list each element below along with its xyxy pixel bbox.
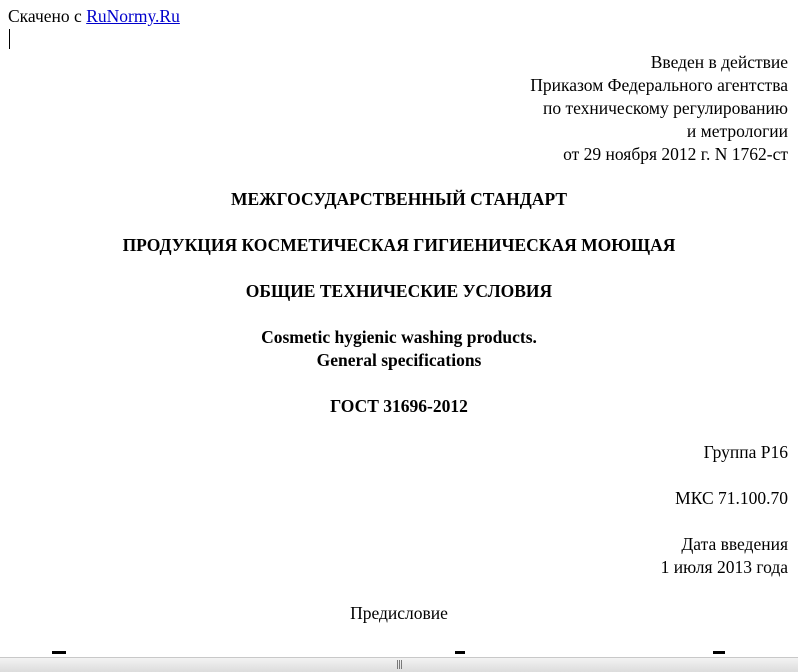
mks-code: МКС 71.100.70	[675, 488, 788, 508]
standard-type-heading: МЕЖГОСУДАРСТВЕННЫЙ СТАНДАРТ	[230, 189, 568, 209]
conditions-heading: ОБЩИЕ ТЕХНИЧЕСКИЕ УСЛОВИЯ	[245, 281, 553, 301]
scrollbar-thumb-grip-icon[interactable]: |||	[395, 660, 403, 670]
gost-number: ГОСТ 31696-2012	[330, 396, 468, 416]
horizontal-scrollbar[interactable]	[0, 657, 798, 672]
cut-off-glyph	[713, 651, 725, 654]
introduction-date-value: 1 июля 2013 года	[660, 557, 788, 577]
cut-off-glyph	[52, 651, 66, 654]
cut-off-text-line	[0, 645, 798, 657]
download-source-line	[8, 5, 180, 28]
product-heading: ПРОДУКЦИЯ КОСМЕТИЧЕСКАЯ ГИГИЕНИЧЕСКАЯ МОЮЩАЯ	[122, 235, 676, 255]
text-cursor	[9, 29, 10, 49]
english-title-line2: General specifications	[316, 350, 482, 370]
english-title-line1: Cosmetic hygienic washing products.	[261, 327, 537, 347]
enactment-line: и метрологии	[686, 121, 788, 141]
introduction-date-label: Дата введения	[681, 534, 788, 554]
group-code: Группа Р16	[703, 442, 788, 462]
enactment-line: Введен в действие	[650, 52, 788, 72]
enactment-line: Приказом Федерального агентства	[530, 75, 788, 95]
cut-off-glyph	[455, 651, 465, 654]
runormy-link[interactable]: RuNormy.Ru	[86, 6, 180, 26]
enactment-block	[530, 51, 788, 166]
download-source-prefix: Скачено с	[8, 6, 82, 26]
introduction-date-block	[661, 533, 788, 579]
enactment-line: от 29 ноября 2012 г. N 1762-ст	[563, 144, 788, 164]
preface-heading: Предисловие	[350, 603, 448, 623]
enactment-line: по техническому регулированию	[542, 98, 788, 118]
